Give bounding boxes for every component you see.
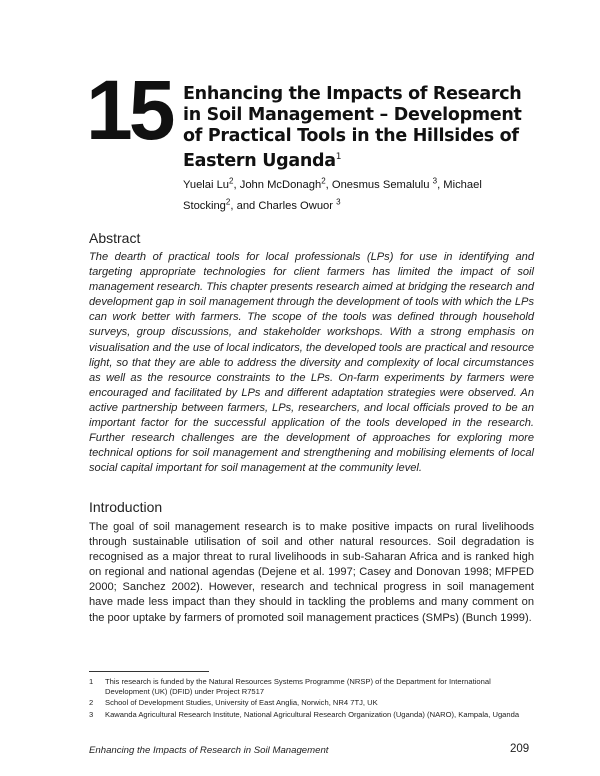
author	[331, 176, 444, 191]
introduction-body: The goal of soil management research is to make positive impacts on rural livelihoods through sustainable utilisation of soil and other natural resources. Soil degradation is recognised as a major threat to rural livelihoods in sub-Saharan Africa and is ranked high on regional and national agendas (Dejene et al. 1997; Casey and Donovan 1998; MFPED 2000; Sanchez 2002). However, research and technical progress in soil management have made less impact than they should in tackling the problems and many comment on the poor uptake by farmers of promoted soil management practices (SMPs) (Bunch 1999).	[89, 521, 534, 624]
author-name: Onesmus Semalulu	[331, 178, 433, 191]
author-name: Michael Stocking	[183, 178, 482, 213]
chapter-title-text: Enhancing the Impacts of Research in Soil Management – Development of Practical Tools in the Hillsides of Eastern Uganda	[183, 84, 522, 171]
footnote-text: This research is funded by the Natural Resources Systems Programme (NRSP) of the Department for International Development (UK) (DFID) under Project R7517	[105, 677, 491, 697]
footnote-number: 1	[89, 677, 94, 686]
footnote-number: 3	[89, 709, 94, 719]
running-footer-title: Enhancing the Impacts of Research in Soil Management	[89, 745, 329, 756]
page-number: 209	[510, 743, 530, 755]
introduction-heading: Introduction	[89, 499, 163, 515]
footnote-divider	[89, 671, 209, 672]
author-name: John McDonagh	[239, 178, 322, 191]
author-name: Yuelai Lu	[183, 178, 230, 191]
author-name: Charles Owuor	[258, 200, 337, 213]
author-separator: ,	[325, 178, 332, 191]
chapter-title	[183, 84, 528, 172]
abstract-body: The dearth of practical tools for local professionals (LPs) for use in identifying and targeting appropriate technologies for client farmers has limited the impact of soil management research. This chapter presents research aimed at bridging the research and development gap in soil management through the development of tools with which the LPs can work better with farmers. The scope of the tools was defined through household surveys, group discussions, and stakeholder workshops. With a strong emphasis on visualisation and the use of local indicators, the developed tools are practical and resource light, so that they are able to address the diversity and complexity of local circumstances as well as the resource constraints to the LPs. On-farm experiments by farmers were encouraged and facilitated by LPs and different adaptation strategies were observed. An active partnership between farmers, LPs, researchers, and local officials proved to be an important factor for the successful application of the tools developed in the research. Further research challenges are the development of approaches for exploring more technical options for soil management and strengthening and mobilising elements of local social capital important for soil management at the community level.	[89, 251, 534, 475]
author-affiliation-mark: 2	[229, 176, 234, 185]
author	[239, 176, 332, 191]
footnote-text: Kawanda Agricultural Research Institute, National Agricultural Research Organization (Uganda) (NARO), Kampala, Uganda	[105, 709, 520, 719]
footnote	[89, 710, 534, 720]
author-separator: ,	[437, 178, 444, 191]
author-affiliation-mark: 3	[432, 176, 438, 185]
footnote-number: 2	[89, 698, 94, 708]
title-footnote-mark: 1	[335, 152, 342, 162]
footnotes	[89, 677, 534, 721]
author-affiliation-mark: 3	[336, 197, 341, 207]
chapter-number: 15	[86, 63, 172, 157]
author-list	[183, 172, 513, 215]
author-affiliation-mark: 2	[321, 176, 326, 185]
footnote	[89, 698, 534, 708]
abstract-heading: Abstract	[89, 230, 141, 246]
author	[183, 176, 240, 191]
footnote-text: School of Development Studies, University of East Anglia, Norwich, NR4 7TJ, UK	[105, 698, 378, 708]
author-separator: , and	[230, 200, 259, 213]
footnote	[89, 677, 534, 697]
author-separator: ,	[233, 178, 240, 191]
author-affiliation-mark: 2	[225, 197, 231, 207]
author	[258, 197, 341, 213]
